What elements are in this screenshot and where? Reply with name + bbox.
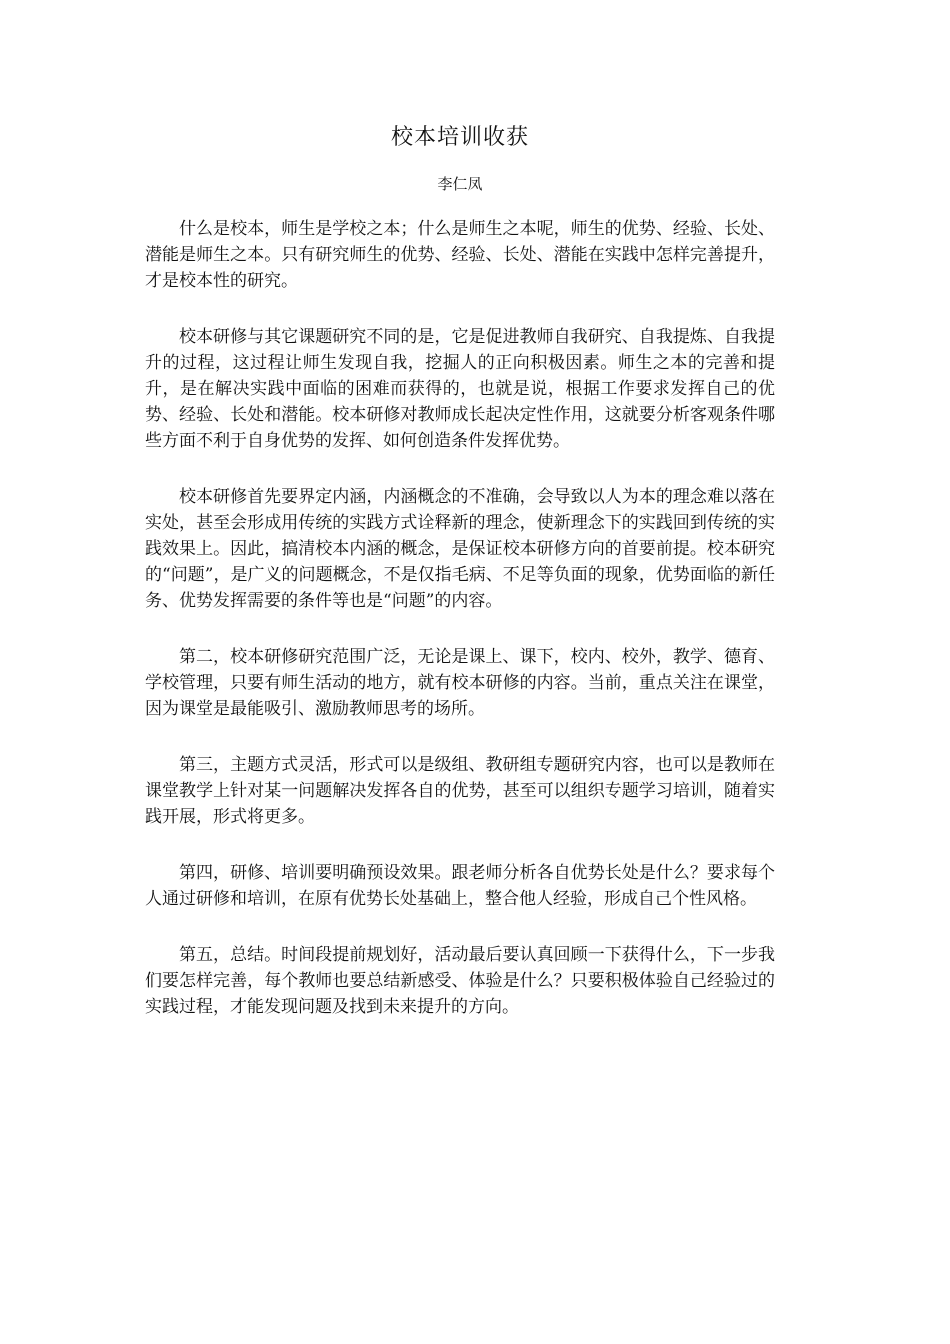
document-author: 李仁凤 xyxy=(437,175,483,193)
document-page xyxy=(145,118,775,1050)
paragraph-fourth: 第四，研修、培训要明确预设效果。跟老师分析各自优势长处是什么？要求每个人通过研修和培训，在原有优势长处基础上，整合他人经验，形成自己个性风格。 xyxy=(145,863,775,909)
paragraph-intro: 什么是校本，师生是学校之本；什么是师生之本呢，师生的优势、经验、长处、潜能是师生之本。只有研究师生的优势、经验、长处、潜能在实践中怎样完善提升，才是校本性的研究。 xyxy=(145,219,775,291)
paragraph-third: 第三，主题方式灵活，形式可以是级组、教研组专题研究内容，也可以是教师在课堂教学上针对某一问题解决发挥各自的优势，甚至可以组织专题学习培训，随着实践开展，形式将更多。 xyxy=(145,755,775,827)
paragraph-fifth: 第五，总结。时间段提前规划好，活动最后要认真回顾一下获得什么，下一步我们要怎样完善，每个教师也要总结新感受、体验是什么？只要积极体验自己经验过的实践过程，才能发现问题及找到未来提升的方向。 xyxy=(145,945,775,1017)
document-body xyxy=(145,216,775,1020)
paragraph-difference: 校本研修与其它课题研究不同的是，它是促进教师自我研究、自我提炼、自我提升的过程，这过程让师生发现自我，挖掘人的正向积极因素。师生之本的完善和提升，是在解决实践中面临的困难而获得的，也就是说，根据工作要求发挥自己的优势、经验、长处和潜能。校本研修对教师成长起决定性作用，这就要分析客观条件哪些方面不利于自身优势的发挥、如何创造条件发挥优势。 xyxy=(145,327,775,451)
paragraph-second: 第二，校本研修研究范围广泛，无论是课上、课下，校内、校外，教学、德育、学校管理，只要有师生活动的地方，就有校本研修的内容。当前，重点关注在课堂，因为课堂是最能吸引、激励教师思考的场所。 xyxy=(145,647,775,719)
paragraph-definition: 校本研修首先要界定内涵，内涵概念的不准确，会导致以人为本的理念难以落在实处，甚至会形成用传统的实践方式诠释新的理念，使新理念下的实践回到传统的实践效果上。因此，搞清校本内涵的概念，是保证校本研修方向的首要前提。校本研究的“问题”，是广义的问题概念，不是仅指毛病、不足等负面的现象，优势面临的新任务、优势发挥需要的条件等也是“问题”的内容。 xyxy=(145,487,775,611)
document-title: 校本培训收获 xyxy=(390,125,529,150)
